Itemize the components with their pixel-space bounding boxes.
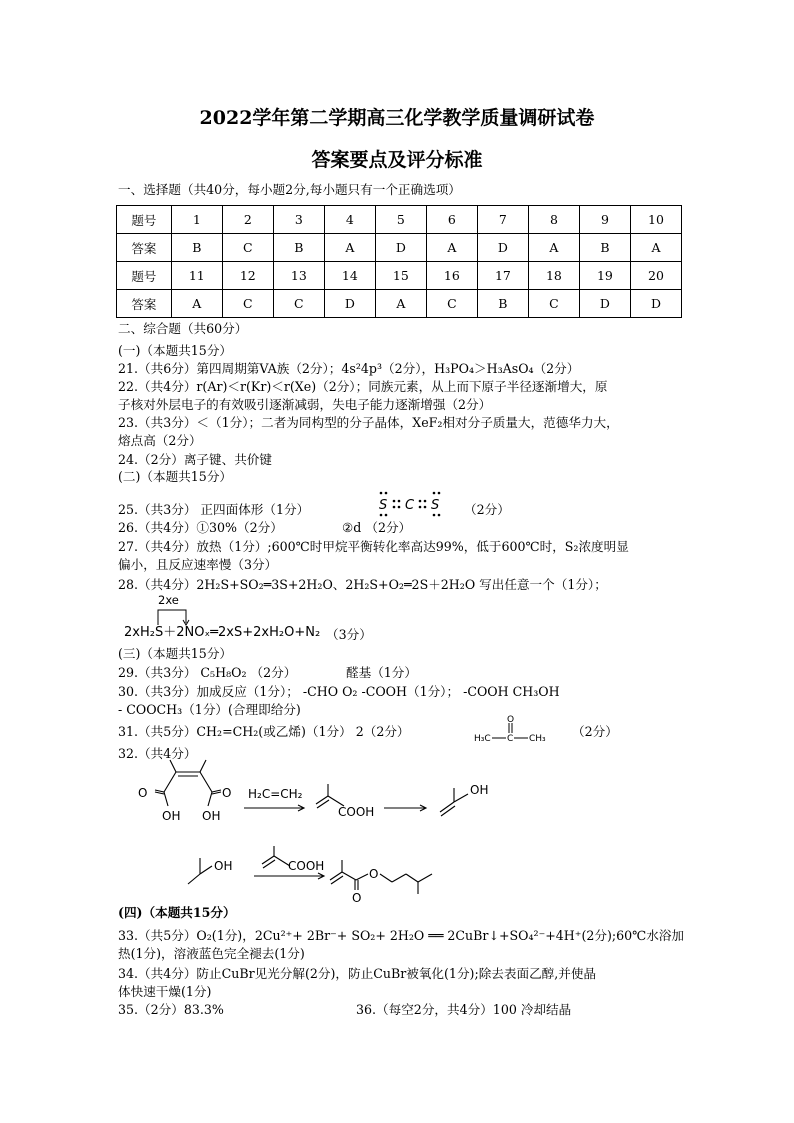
- electron-transfer-equation: [122, 592, 352, 640]
- table-cell: 19: [579, 262, 630, 290]
- answer-29b: 醛基（1分）: [346, 665, 417, 680]
- answer-31-score: （2分）: [572, 724, 618, 739]
- table-cell: 16: [426, 262, 477, 290]
- table-cell: 17: [477, 262, 528, 290]
- redox-equation: 2xH₂S＋2NOₓ═2xS+2xH₂O+N₂: [124, 625, 321, 640]
- table-cell: 12: [222, 262, 273, 290]
- struct-label: O: [222, 786, 232, 800]
- struct-label: OH: [202, 809, 221, 823]
- struct-label: O: [138, 786, 148, 800]
- table-cell: 18: [528, 262, 579, 290]
- struct-label: COOH: [338, 805, 375, 819]
- part2-heading: 二、综合题（共60分）: [118, 321, 248, 336]
- table-row: [117, 262, 682, 290]
- table-cell: 8: [528, 206, 579, 234]
- atom-c: C: [405, 498, 415, 513]
- struct-label: COOH: [288, 859, 325, 873]
- table-cell: 题号: [117, 206, 172, 234]
- answer-21: 21.（共6分）第四周期第VA族（2分）；4s²4p³（2分），H₃PO₄＞H₃AsO₄（2分）: [118, 361, 580, 376]
- section-4-heading: (四)（本题共15分）: [118, 905, 236, 920]
- answer-22-line2: 子核对外层电子的有效吸引逐渐减弱，失电子能力逐渐增强（2分）: [118, 397, 492, 412]
- electron-transfer-label: 2xe: [158, 593, 179, 607]
- section-3-heading: (三)（本题共15分）: [118, 646, 233, 661]
- table-cell: A: [375, 290, 426, 318]
- answer-29a: 29.（共3分） C₅H₈O₂ （2分）: [118, 665, 297, 680]
- table-cell: C: [528, 290, 579, 318]
- cs2-electron-dot-structure: [372, 488, 452, 518]
- atom-s-left: S: [379, 498, 388, 513]
- answer-27-line2: 偏小，且反应速率慢（3分）: [118, 557, 278, 572]
- document-subtitle: 答案要点及评分标准: [311, 149, 483, 171]
- table-row: [117, 234, 682, 262]
- answer-27-line1: 27.（共4分）放热（1分）;600℃时甲烷平衡转化率高达99%，低于600℃时，S₂浓度明显: [118, 539, 629, 554]
- answer-23-line2: 熔点高（2分）: [118, 433, 202, 448]
- table-cell: B: [273, 234, 324, 262]
- table-cell: B: [579, 234, 630, 262]
- answer-25-score: （2分）: [464, 502, 510, 517]
- section-2-heading: (二)（本题共15分）: [118, 469, 233, 484]
- table-cell: A: [171, 290, 222, 318]
- answer-28: 28.（共4分）2H₂S+SO₂═3S+2H₂O、2H₂S+O₂═2S＋2H₂O 写出任意一个（1分）；: [118, 577, 607, 592]
- mol-label: CH₃: [529, 734, 546, 744]
- part1-heading: 一、选择题（共40分，每小题2分,每小题只有一个正确选项）: [118, 182, 461, 197]
- answer-34-line1: 34.（共4分）防止CuBr见光分解(2分)，防止CuBr被氧化(1分);除去表面乙醇,并使晶: [118, 966, 597, 981]
- table-cell: D: [375, 234, 426, 262]
- answer-35: 35.（2分）83.3%: [118, 1002, 224, 1017]
- answer-25: 25.（共3分） 正四面体形（1分）: [118, 502, 310, 517]
- table-cell: 答案: [117, 234, 172, 262]
- table-cell: 20: [630, 262, 681, 290]
- mol-label: O: [507, 715, 515, 725]
- table-cell: A: [426, 234, 477, 262]
- struct-label: O: [352, 891, 362, 905]
- struct-label: O: [369, 867, 379, 881]
- esterification-diagram: [178, 846, 468, 906]
- table-cell: D: [630, 290, 681, 318]
- answer-28-score: （3分）: [326, 627, 372, 642]
- table-cell: 10: [630, 206, 681, 234]
- mol-label: C: [507, 734, 514, 744]
- table-cell: 13: [273, 262, 324, 290]
- answer-table: [116, 205, 682, 318]
- table-cell: 14: [324, 262, 375, 290]
- atom-s-right: S: [431, 498, 440, 513]
- table-cell: 15: [375, 262, 426, 290]
- answer-22-line1: 22.（共4分）r(Ar)＜r(Kr)＜r(Xe)（2分）；同族元素，从上而下原子半径逐渐增大，原: [118, 379, 608, 394]
- table-cell: B: [171, 234, 222, 262]
- answer-34-line2: 体快速干燥(1分): [118, 984, 212, 999]
- table-row: [117, 206, 682, 234]
- table-cell: C: [426, 290, 477, 318]
- answer-26a: 26.（共4分）①30%（2分）: [118, 520, 283, 535]
- table-cell: 2: [222, 206, 273, 234]
- table-cell: 3: [273, 206, 324, 234]
- table-cell: A: [528, 234, 579, 262]
- table-cell: 5: [375, 206, 426, 234]
- table-cell: D: [324, 290, 375, 318]
- table-cell: A: [324, 234, 375, 262]
- table-cell: A: [630, 234, 681, 262]
- struct-label: OH: [162, 809, 181, 823]
- table-cell: 题号: [117, 262, 172, 290]
- answer-33-line2: 热(1分)，溶液蓝色完全褪去(1分): [118, 946, 305, 961]
- answer-33-line1: 33.（共5分）O₂(1分)，2Cu²⁺+ 2Br⁻+ SO₂+ 2H₂O ══ 2CuBr↓+SO₄²⁻+4H⁺(2分);60℃水浴加: [118, 928, 685, 943]
- mol-label: H₃C: [474, 734, 491, 744]
- table-cell: 4: [324, 206, 375, 234]
- document-title: 2022学年第二学期高三化学教学质量调研试卷: [199, 107, 595, 129]
- section-1-heading: (一)（本题共15分）: [118, 343, 233, 358]
- reagent-label: H₂C=CH₂: [248, 787, 303, 801]
- struct-label: OH: [214, 859, 233, 873]
- table-cell: 11: [171, 262, 222, 290]
- answer-32: 32.（共4分）: [118, 746, 197, 761]
- acetone-structure: [474, 714, 554, 746]
- table-cell: 1: [171, 206, 222, 234]
- table-cell: B: [477, 290, 528, 318]
- answer-23-line1: 23.（共3分）＜（1分）；二者为同构型的分子晶体，XeF₂相对分子质量大，范德华力大，: [118, 415, 619, 430]
- answer-24: 24.（2分）离子键、共价键: [118, 452, 272, 467]
- table-cell: 答案: [117, 290, 172, 318]
- answer-31: 31.（共5分）CH₂=CH₂(或乙烯)（1分） 2（2分）: [118, 724, 410, 739]
- table-cell: 9: [579, 206, 630, 234]
- table-cell: C: [273, 290, 324, 318]
- table-cell: D: [579, 290, 630, 318]
- table-cell: C: [222, 234, 273, 262]
- table-cell: 6: [426, 206, 477, 234]
- struct-label: OH: [470, 783, 489, 797]
- answer-30-line2: - COOCH₃（1分）(合理即给分): [118, 702, 301, 717]
- table-cell: 7: [477, 206, 528, 234]
- table-row: [117, 290, 682, 318]
- table-cell: D: [477, 234, 528, 262]
- answer-36: 36.（每空2分，共4分）100 冷却结晶: [356, 1002, 572, 1017]
- answer-30-line1: 30.（共3分）加成反应（1分）； -CHO O₂ -COOH（1分）； -COOH CH₃OH: [118, 684, 560, 699]
- answer-26b: ②d （2分）: [342, 520, 412, 535]
- table-cell: C: [222, 290, 273, 318]
